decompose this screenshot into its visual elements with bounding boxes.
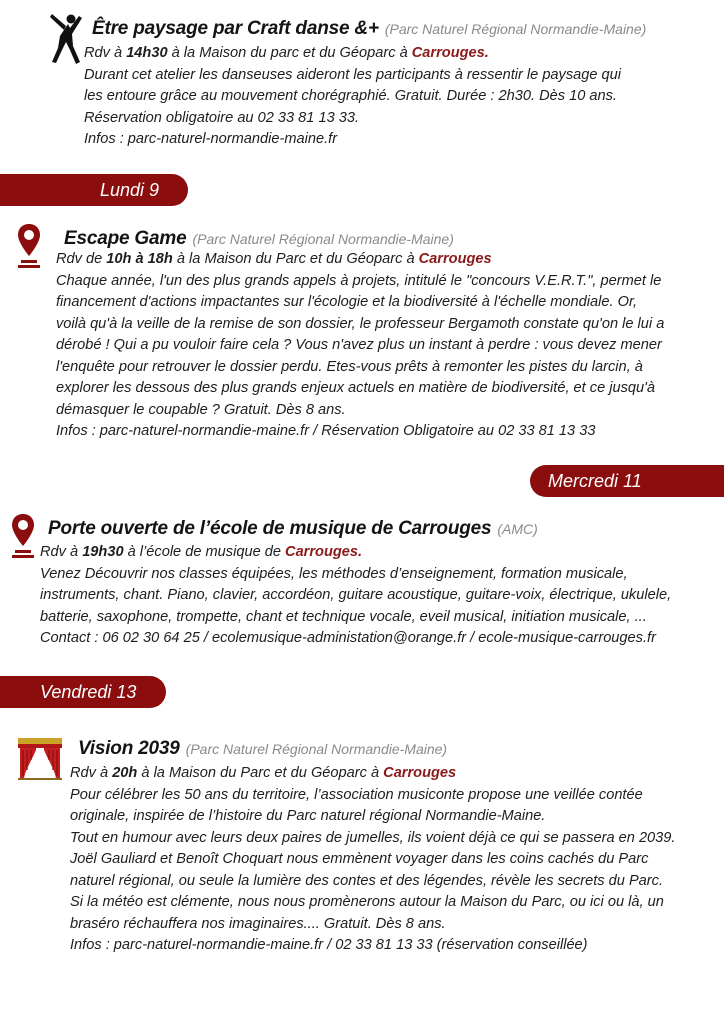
day-band-vendredi — [0, 676, 166, 708]
dancer-icon — [46, 10, 86, 71]
day-band-lundi — [0, 174, 188, 206]
event-title-line — [78, 738, 447, 760]
event-title: Porte ouverte de l’école de musique de Carrouges — [48, 518, 492, 539]
event-line: originale, inspirée de l’histoire du Parc naturel régional Normandie-Maine. — [70, 808, 546, 824]
event-line: instruments, chant. Piano, clavier, accordéon, guitare acoustique, guitare-voix, électrique, ukulele, — [40, 587, 672, 603]
event-place: Carrouges — [383, 765, 457, 781]
day-label: Vendredi 13 — [40, 682, 137, 702]
map-pin-icon — [16, 222, 42, 275]
event-line: Réservation obligatoire au 02 33 81 13 33. — [84, 109, 360, 126]
event-title: Être paysage par Craft danse &+ — [92, 18, 379, 39]
event-place: Carrouges. — [411, 45, 489, 61]
event-title-line — [48, 518, 538, 540]
event-line: Si la météo est clémente, nous nous promènerons autour la Maison du Parc, ou ici ou là, un — [70, 894, 664, 910]
event-rdv: Rdv à 19h30 à l’école de musique de Carrouges. — [40, 544, 363, 560]
event-line: l'enquête pour retrouver le dossier perdu. Etes-vous prêts à remonter les pistes du larcin, à — [56, 358, 643, 375]
event-line: Tout en humour avec leurs deux paires de jumelles, ils voient déjà ce qui se passera en 2039. — [70, 829, 676, 846]
event-line: Durant cet atelier les danseuses aideront les participants à ressentir le paysage qui — [84, 66, 622, 83]
event-place: Carrouges. — [285, 544, 363, 560]
event-line: voilà qu'à la veille de la remise de son dossier, le professeur Bergamoth constate qu'on le lui a — [56, 315, 665, 332]
map-pin-icon — [10, 512, 36, 565]
event-line: Infos : parc-naturel-normandie-maine.fr / 02 33 81 13 33 (réservation conseillée) — [70, 937, 588, 953]
event-place: Carrouges — [418, 251, 492, 267]
event-line: Infos : parc-naturel-normandie-maine.fr / Réservation Obligatoire au 02 33 81 13 33 — [56, 423, 596, 439]
event-rdv: Rdv de 10h à 18h à la Maison du Parc et du Géoparc à Carrouges — [56, 251, 492, 267]
event-organizer: (AMC) — [497, 521, 538, 537]
day-band-mercredi — [530, 465, 724, 497]
event-organizer: (Parc Naturel Régional Normandie-Maine) — [185, 741, 448, 757]
event-title: Vision 2039 — [78, 738, 180, 759]
theater-curtain-icon — [18, 738, 62, 785]
event-line: explorer les dessous des plus grands enjeux actuels en matière de biodiversité, et ce jusqu'à — [56, 380, 656, 396]
event-time: 19h30 — [82, 544, 124, 560]
event-body — [56, 249, 664, 443]
event-rdv: Rdv à 20h à la Maison du Parc et du Géoparc à Carrouges — [70, 765, 457, 781]
event-line: Joël Gauliard et Benoît Choquart nous emmènent voyager dans les coins cachés du Parc — [70, 851, 649, 867]
day-label: Mercredi 11 — [548, 471, 642, 491]
event-line: naturel régional, ou seule la lumière des contes et des légendes, révèle les secrets du Parc. — [70, 872, 664, 889]
event-line: Contact : 06 02 30 64 25 / ecolemusique-administation@orange.fr / ecole-musique-carrouges.fr — [40, 630, 656, 646]
event-body — [84, 43, 621, 151]
event-line: Infos : parc-naturel-normandie-maine.fr — [84, 131, 338, 147]
event-time: 14h30 — [126, 45, 168, 61]
event-line: Venez Découvrir nos classes équipées, les méthodes d’enseignement, formation musicale, — [40, 565, 628, 582]
event-time: 10h à 18h — [106, 251, 173, 267]
event-title: Escape Game — [64, 228, 187, 249]
event-rdv: Rdv à 14h30 à la Maison du parc et du Géoparc à Carrouges. — [84, 45, 489, 61]
event-title-line — [64, 228, 454, 250]
event-organizer: (Parc Naturel Régional Normandie-Maine) — [384, 21, 647, 37]
event-title-line — [92, 18, 646, 40]
event-line: batterie, saxophone, trompette, chant et technique vocale, eveil musical, initiation musicale, ... — [40, 608, 647, 625]
event-line: financement d'actions impactantes sur l'écologie et la biodiversité à l'échelle mondiale. Or, — [56, 294, 638, 310]
day-label: Lundi 9 — [100, 180, 160, 200]
event-line: Chaque année, l'un des plus grands appels à projets, intitulé le "concours V.E.R.T.", permet le — [56, 272, 662, 289]
event-time: 20h — [112, 765, 138, 781]
event-line: Pour célébrer les 50 ans du territoire, l’association musiconte propose une veillée contée — [70, 786, 643, 803]
event-organizer: (Parc Naturel Régional Normandie-Maine) — [192, 231, 454, 247]
event-body — [40, 542, 671, 650]
event-line: démasquer le coupable ? Gratuit. Dès 8 ans. — [56, 401, 346, 418]
event-line: braséro réchauffera nos imaginaires.... Gratuit. Dès 8 ans. — [70, 915, 446, 932]
event-body — [70, 763, 675, 957]
event-line: les entoure grâce au mouvement chorégraphié. Gratuit. Durée : 2h30. Dès 10 ans. — [84, 88, 617, 104]
event-line: dérobé ! Qui a pu vouloir faire cela ? Vous n'avez plus un instant à perdre : vous devez mener — [56, 337, 662, 353]
